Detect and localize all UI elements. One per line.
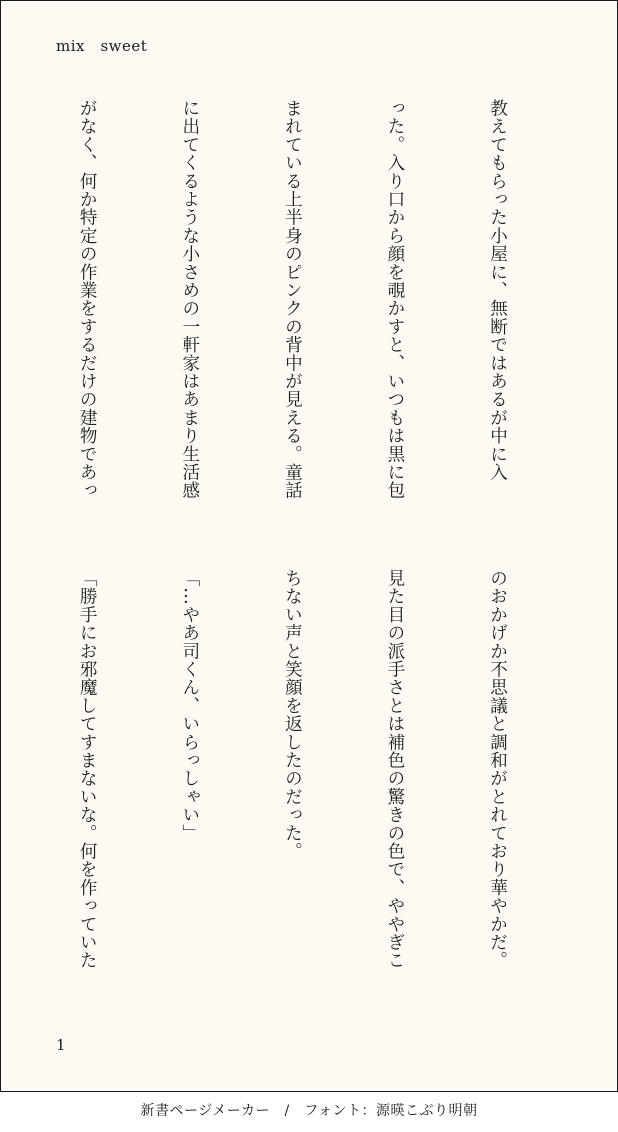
- text-block-upper: [63, 99, 583, 529]
- text-line: ちない声と笑顔を返したのだった。: [282, 569, 303, 861]
- footer-credit: 新書ページメーカー / フォント：源暎こぶり明朝: [140, 1103, 478, 1119]
- text-line: 見た目の派手さとは補色の驚きの色で、ややぎこ: [384, 569, 405, 970]
- text-line: 教えてもらった小屋に、無断ではあるが中に入: [487, 99, 508, 482]
- text-line: 「勝手にお邪魔してすまないな。何を作っていた: [77, 569, 98, 970]
- text-line: まれている上半身のピンクの背中が見える。童話: [282, 99, 303, 500]
- text-block-lower: [63, 569, 583, 1009]
- text-line: 「…やあ司くん、いらっしゃい」: [179, 569, 200, 842]
- page-number: 1: [56, 1036, 66, 1054]
- text-line: のおかげか不思議と調和がとれており華やかだ。: [487, 569, 508, 970]
- text-line: に出てくるような小さめの一軒家はあまり生活感: [179, 99, 200, 500]
- book-title: mix sweet: [56, 37, 148, 55]
- text-line: がなく、何か特定の作業をするだけの建物であっ: [77, 99, 98, 500]
- text-line: った。入り口から顔を覗かすと、いつもは黒に包: [384, 99, 405, 500]
